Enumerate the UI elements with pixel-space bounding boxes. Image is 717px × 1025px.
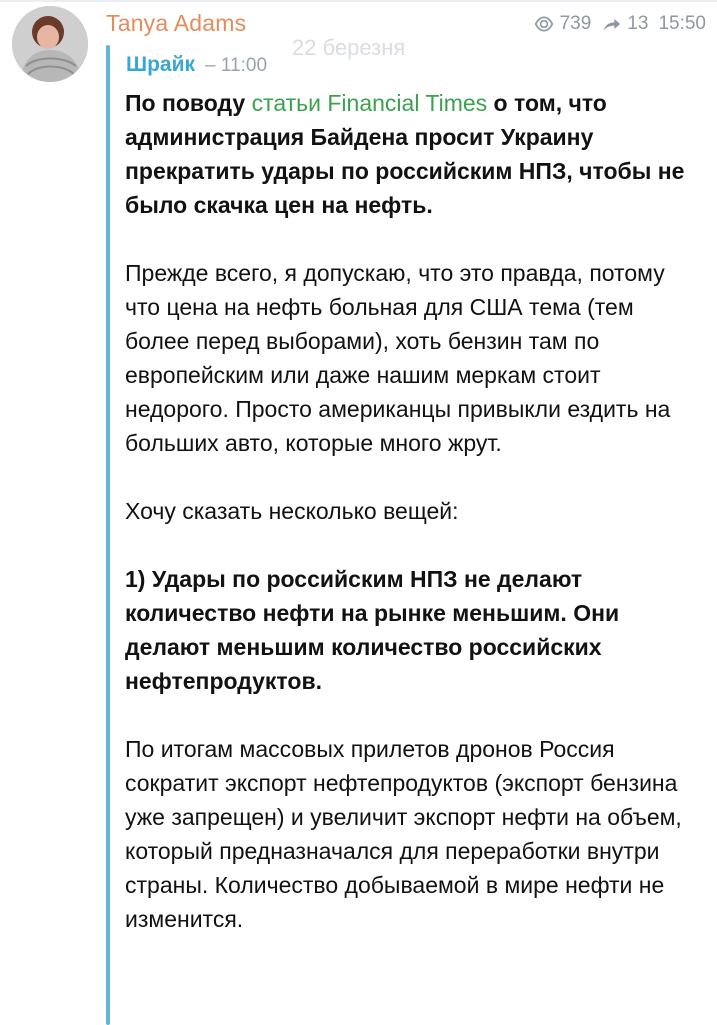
author-name[interactable]: Tanya Adams: [106, 10, 247, 36]
eye-icon: [534, 14, 554, 34]
views-count: 739: [559, 13, 592, 34]
paragraph-intro-prefix: По поводу: [125, 90, 252, 116]
quote-header[interactable]: [126, 53, 267, 77]
forwards-count: 13: [627, 13, 649, 34]
views-count-group: [534, 13, 592, 35]
message-time: 15:50: [658, 13, 706, 34]
top-divider: [0, 0, 717, 2]
paragraph-intro-suffix: о том, что администрация Байдена просит Украину прекратить удары по российским НПЗ, чтобы не было скачка цен на нефть.: [125, 90, 685, 218]
paragraph-body-3: По итогам массовых прилетов дронов Россия сократит экспорт нефтепродуктов (экспорт бензина уже запрещен) и увеличит экспорт нефти на объем, который предназначался для переработки внутри страны. Количество добываемой в мире нефти не изменится.: [125, 736, 682, 932]
message-header: [106, 10, 706, 42]
quote-time-value: 11:00: [220, 55, 268, 76]
date-overlay: 22 березня: [292, 35, 406, 60]
message-content: [125, 86, 685, 936]
paragraph-body-1: Прежде всего, я допускаю, что это правда, потому что цена на нефть больная для США тема (тем более перед выборами), хоть бензин там по европейским или даже нашим меркам стоит недорого. Просто американцы привыкли ездить на больших авто, которые много жрут.: [125, 260, 671, 456]
paragraph-point-1: 1) Удары по российским НПЗ не делают количество нефти на рынке меньшим. Они делают меньшим количество российских нефтепродуктов.: [125, 566, 620, 694]
paragraph-intro: [125, 86, 685, 222]
avatar[interactable]: [12, 6, 88, 82]
quote-author[interactable]: Шрайк: [126, 53, 196, 76]
message-meta: [534, 13, 706, 35]
forward-arrow-icon: [601, 14, 621, 34]
financial-times-link[interactable]: статьи Financial Times: [251, 90, 488, 116]
avatar-image: [12, 6, 88, 82]
forwards-count-group: [601, 13, 648, 35]
paragraph-body-2: Хочу сказать несколько вещей:: [125, 498, 459, 524]
quote-time: – 11:00: [205, 55, 268, 76]
quote-bar: [106, 45, 110, 1025]
